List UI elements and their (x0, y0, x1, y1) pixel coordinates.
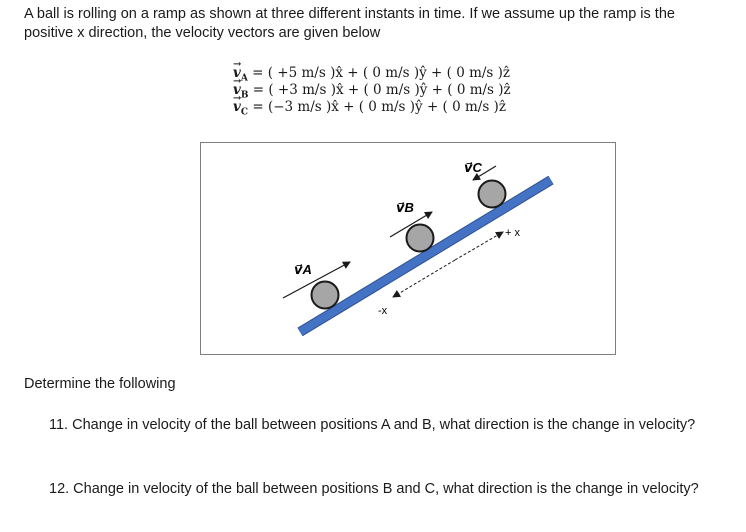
section-heading: Determine the following (24, 376, 176, 392)
ball-c (479, 181, 506, 208)
label-vb: v⃗B (396, 200, 414, 215)
vc-x-component: (−3 m/s )x̂ (267, 99, 339, 115)
diagram-frame (201, 143, 616, 355)
ramp-diagram (200, 142, 616, 355)
vb-z-component: + ( 0 m/s )ẑ (427, 82, 511, 98)
ball-a (312, 282, 339, 309)
equation-vc: → $v_C = (-3$ m/s )x̂ + ( 0 m/s )ŷ + ( 0 m/s )ẑ (233, 100, 506, 121)
va-y-component: + ( 0 m/s )ŷ (342, 65, 427, 81)
ball-b (407, 225, 434, 252)
label-vc: v⃗C (464, 160, 482, 175)
va-z-component: + ( 0 m/s )ẑ (426, 65, 511, 81)
vc-y-component: + ( 0 m/s )ŷ (338, 99, 423, 115)
equation-vb: → $v_B$ = ( +3 m/s )x̂ + ( 0 m/s )ŷ + ( 0 m/s )ẑ (233, 83, 511, 104)
label-minus-x: -x (378, 305, 388, 317)
vb-x-component: ( +3 m/s )x̂ (268, 82, 344, 98)
equation-va: → $v_A$ = ( +5 m/s )x̂ + ( 0 m/s )ŷ + ( 0 m/s )ẑ (233, 66, 510, 87)
vector-symbol-a: → $v_A$ (233, 66, 248, 87)
question-11: 11. Change in velocity of the ball between positions A and B, what direction is the change in velocity? (49, 417, 696, 433)
vector-symbol-c: → $v_C$ (233, 100, 248, 121)
intro-line-2: positive x direction, the velocity vectors are given below (24, 25, 381, 41)
question-12: 12. Change in velocity of the ball between positions B and C, what direction is the change in velocity? (49, 481, 699, 497)
vb-y-component: + ( 0 m/s )ŷ (343, 82, 428, 98)
vector-symbol-b: → $v_B$ (233, 83, 248, 104)
intro-line-1: A ball is rolling on a ramp as shown at three different instants in time. If we assume up the ramp is the (24, 6, 675, 22)
vc-z-component: + ( 0 m/s )ẑ (422, 99, 506, 115)
va-x-component: ( +5 m/s )x̂ (267, 65, 343, 81)
label-va: v⃗A (294, 262, 312, 277)
label-plus-x: + x (505, 227, 520, 239)
